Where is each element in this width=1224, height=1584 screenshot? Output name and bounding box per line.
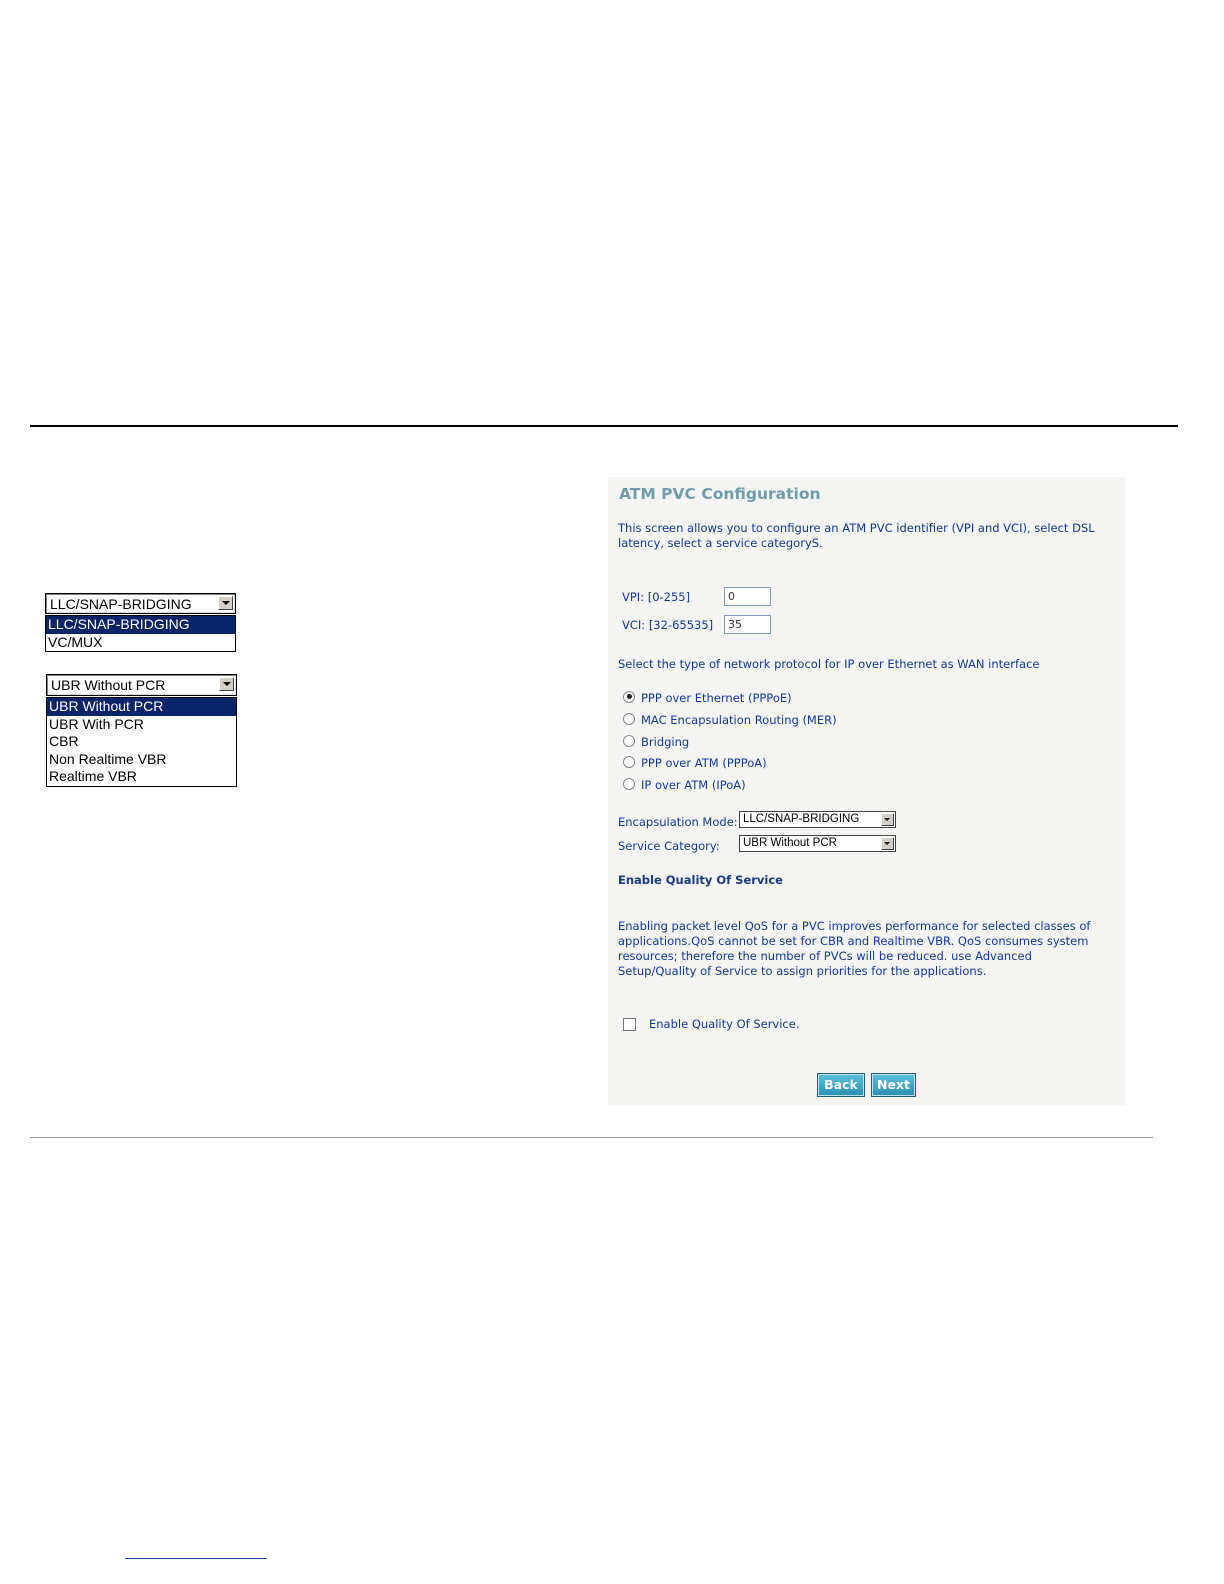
radio-icon[interactable] <box>623 713 635 725</box>
qos-checkbox-label: Enable Quality Of Service. <box>649 1017 800 1031</box>
radio-mer[interactable] <box>623 713 837 727</box>
service-category-value: UBR Without PCR <box>743 837 837 849</box>
vpi-input[interactable] <box>724 587 771 606</box>
encapsulation-options-list <box>45 615 236 652</box>
option-vc-mux[interactable]: VC/MUX <box>48 633 103 650</box>
service-dropdown-expanded[interactable] <box>46 674 237 787</box>
radio-label: PPP over ATM (PPPoA) <box>641 756 767 770</box>
service-options-list <box>46 697 237 787</box>
encapsulation-mode-select[interactable] <box>739 811 896 828</box>
intro-line-2: latency, select a service categoryS. <box>618 536 823 550</box>
qos-line-1: Enabling packet level QoS for a PVC improves performance for selected classes of <box>618 919 1091 933</box>
bottom-divider <box>30 1137 1153 1138</box>
radio-label: MAC Encapsulation Routing (MER) <box>641 713 837 727</box>
intro-line-1: This screen allows you to configure an ATM PVC identifier (VPI and VCI), select DSL <box>618 521 1095 535</box>
radio-icon[interactable] <box>623 778 635 790</box>
protocol-prompt: Select the type of network protocol for IP over Ethernet as WAN interface <box>618 657 1040 671</box>
option-realtime-vbr[interactable]: Realtime VBR <box>49 768 137 784</box>
service-category-label: Service Category: <box>618 839 720 853</box>
radio-pppoa[interactable] <box>623 756 767 770</box>
radio-bridging[interactable] <box>623 735 689 749</box>
qos-line-2: applications.QoS cannot be set for CBR and Realtime VBR. QoS consumes system <box>618 934 1089 948</box>
option-ubr-with-pcr[interactable]: UBR With PCR <box>49 715 144 732</box>
radio-icon[interactable] <box>623 735 635 747</box>
chevron-down-icon[interactable] <box>881 813 894 826</box>
chevron-down-icon[interactable] <box>219 677 234 691</box>
radio-pppoe[interactable] <box>623 691 792 705</box>
service-dropdown-value: UBR Without PCR <box>51 677 166 693</box>
vpi-label: VPI: [0-255] <box>622 590 691 604</box>
encapsulation-mode-value: LLC/SNAP-BRIDGING <box>743 813 860 825</box>
radio-icon[interactable] <box>623 756 635 768</box>
service-dropdown-field[interactable] <box>46 674 237 696</box>
vci-input[interactable] <box>724 615 771 634</box>
radio-ipoa[interactable] <box>623 778 746 792</box>
chevron-down-icon[interactable] <box>881 837 894 850</box>
encapsulation-dropdown-field[interactable] <box>45 593 236 614</box>
footer-link-underline <box>125 1558 267 1559</box>
qos-line-4: Setup/Quality of Service to assign priorities for the applications. <box>618 964 987 978</box>
option-ubr-without-pcr[interactable]: UBR Without PCR <box>47 698 236 716</box>
next-button[interactable]: Next <box>871 1073 916 1097</box>
encapsulation-mode-label: Encapsulation Mode: <box>618 815 738 829</box>
option-llc-snap-bridging[interactable]: LLC/SNAP-BRIDGING <box>46 616 235 634</box>
radio-selected-icon[interactable] <box>623 691 635 703</box>
back-button[interactable]: Back <box>817 1073 865 1097</box>
qos-checkbox[interactable] <box>623 1018 636 1031</box>
radio-label: IP over ATM (IPoA) <box>641 778 746 792</box>
atm-pvc-config-screen <box>608 477 1125 1105</box>
encapsulation-dropdown-expanded[interactable] <box>45 593 236 652</box>
qos-description <box>618 919 1090 979</box>
chevron-down-icon[interactable] <box>218 596 233 610</box>
option-cbr[interactable]: CBR <box>49 733 79 749</box>
intro-text <box>618 521 1095 551</box>
qos-line-3: resources; therefore the number of PVCs will be reduced. use Advanced <box>618 949 1032 963</box>
radio-label: Bridging <box>641 735 690 749</box>
vci-label: VCI: [32-65535] <box>622 618 714 632</box>
service-category-select[interactable] <box>739 835 896 852</box>
option-non-realtime-vbr[interactable]: Non Realtime VBR <box>49 750 167 767</box>
page-title: ATM PVC Configuration <box>619 485 821 503</box>
top-divider <box>30 425 1178 427</box>
radio-label: PPP over Ethernet (PPPoE) <box>641 691 792 705</box>
encapsulation-dropdown-value: LLC/SNAP-BRIDGING <box>50 596 192 612</box>
qos-heading: Enable Quality Of Service <box>618 873 783 887</box>
